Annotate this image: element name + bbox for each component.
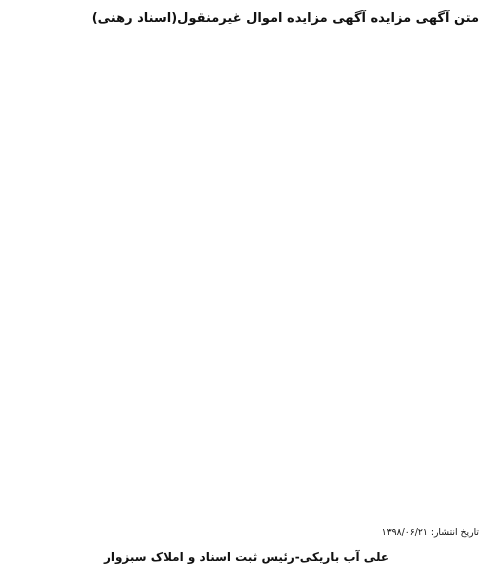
notice-body-text: [12, 34, 481, 520]
signature-line: علی آب باریکی-رئیس ثبت اسناد و املاک سبزوار: [103, 550, 390, 564]
publication-date: تاریخ انتشار: ۱۳۹۸/۰۶/۲۱: [381, 527, 479, 538]
notice-footer: [12, 526, 481, 568]
notice-title: متن آگهی مزایده آگهی مزایده اموال غیرمنقول(اسناد رهنی): [91, 11, 479, 26]
